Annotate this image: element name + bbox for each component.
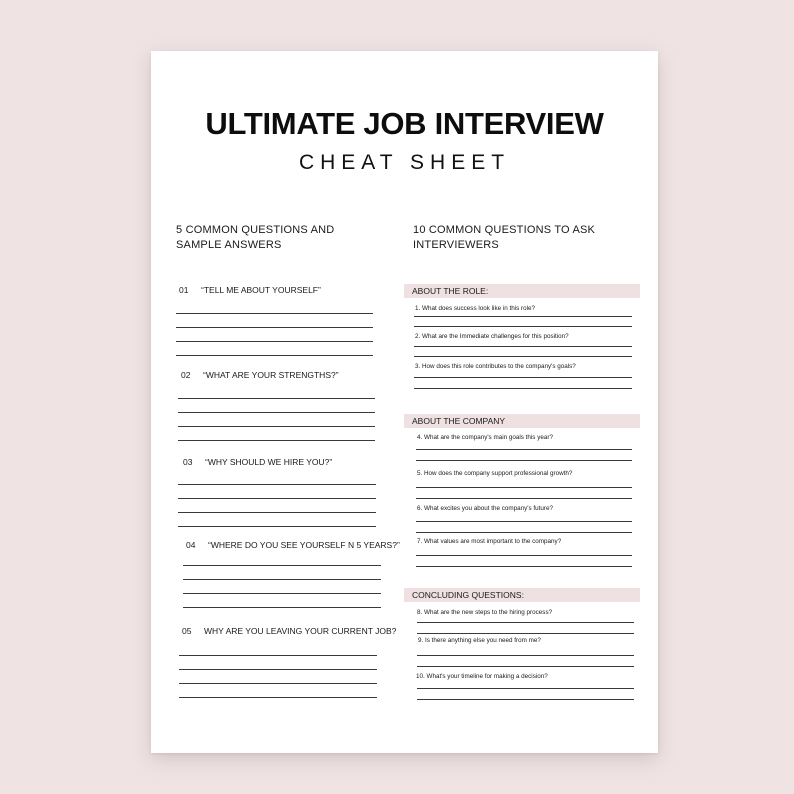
- page-title: ULTIMATE JOB INTERVIEW: [205, 106, 604, 141]
- answer-line: [176, 327, 373, 328]
- answer-line: [414, 346, 632, 347]
- answer-line: [416, 487, 632, 488]
- question-number: 03: [183, 457, 193, 467]
- section-band-company: [404, 414, 640, 428]
- answer-line: [176, 341, 373, 342]
- answer-line: [178, 498, 376, 499]
- answer-line: [179, 669, 377, 670]
- answer-line: [183, 565, 381, 566]
- interviewer-question-2: 2. What are the Immediate challenges for this position?: [415, 333, 569, 340]
- question-text: “WHERE DO YOU SEE YOURSELF N 5 YEARS?”: [208, 540, 400, 550]
- answer-line: [416, 555, 632, 556]
- left-question-4: [186, 540, 400, 550]
- answer-line: [178, 412, 375, 413]
- left-question-5: [182, 626, 396, 636]
- section-band-role: [404, 284, 640, 298]
- answer-line: [178, 484, 376, 485]
- answer-line: [416, 532, 632, 533]
- cheat-sheet-page: [151, 51, 658, 753]
- interviewer-question-10: 10. What's your timeline for making a decision?: [416, 673, 548, 680]
- left-question-3: [183, 457, 332, 467]
- interviewer-question-3: 3. How does this role contributes to the company's goals?: [415, 363, 576, 370]
- answer-line: [416, 498, 632, 499]
- left-question-2: [181, 370, 339, 380]
- answer-line: [417, 666, 634, 667]
- answer-line: [183, 579, 381, 580]
- answer-line: [414, 377, 632, 378]
- question-text: “TELL ME ABOUT YOURSELF”: [201, 285, 321, 295]
- answer-line: [417, 688, 634, 689]
- interviewer-question-6: 6. What excites you about the company's future?: [417, 505, 553, 512]
- answer-line: [183, 593, 381, 594]
- answer-line: [417, 622, 634, 623]
- question-number: 05: [182, 626, 192, 636]
- question-text: WHY ARE YOU LEAVING YOUR CURRENT JOB?: [204, 626, 397, 636]
- section-label: CONCLUDING QUESTIONS:: [412, 590, 524, 600]
- section-band-concluding: [404, 588, 640, 602]
- answer-line: [179, 655, 377, 656]
- interviewer-question-4: 4. What are the company's main goals this year?: [417, 434, 553, 441]
- answer-line: [414, 316, 632, 317]
- answer-line: [178, 426, 375, 427]
- section-label: ABOUT THE COMPANY: [412, 416, 506, 426]
- answer-line: [178, 440, 375, 441]
- answer-line: [178, 512, 376, 513]
- interviewer-question-1: 1. What does success look like in this role?: [415, 305, 536, 312]
- question-number: 04: [186, 540, 196, 550]
- answer-line: [416, 449, 632, 450]
- left-question-1: [179, 285, 321, 295]
- answer-line: [414, 326, 632, 327]
- answer-line: [414, 388, 632, 389]
- page-subtitle: CHEAT SHEET: [298, 151, 511, 174]
- answer-line: [416, 521, 632, 522]
- answer-line: [179, 683, 377, 684]
- left-column-heading: 5 COMMON QUESTIONS AND SAMPLE ANSWERS: [176, 224, 335, 251]
- answer-line: [183, 607, 381, 608]
- answer-line: [179, 697, 377, 698]
- question-text: “WHY SHOULD WE HIRE YOU?”: [205, 457, 333, 467]
- answer-line: [414, 356, 632, 357]
- interviewer-question-5: 5. How does the company support professional growth?: [417, 470, 573, 477]
- question-text: “WHAT ARE YOUR STRENGTHS?”: [203, 370, 339, 380]
- answer-line: [178, 398, 375, 399]
- answer-line: [416, 566, 632, 567]
- question-number: 01: [179, 285, 189, 295]
- answer-line: [417, 699, 634, 700]
- answer-line: [176, 313, 373, 314]
- answer-line: [176, 355, 373, 356]
- interviewer-question-7: 7. What values are most important to the company?: [417, 538, 562, 545]
- answer-line: [417, 655, 634, 656]
- interviewer-question-9: 9. Is there anything else you need from me?: [418, 637, 541, 644]
- right-column-heading: 10 COMMON QUESTIONS TO ASK INTERVIEWERS: [413, 224, 596, 251]
- answer-line: [178, 526, 376, 527]
- answer-line: [417, 633, 634, 634]
- answer-line: [416, 460, 632, 461]
- question-number: 02: [181, 370, 191, 380]
- section-label: ABOUT THE ROLE:: [412, 286, 489, 296]
- interviewer-question-8: 8. What are the new steps to the hiring process?: [417, 609, 553, 616]
